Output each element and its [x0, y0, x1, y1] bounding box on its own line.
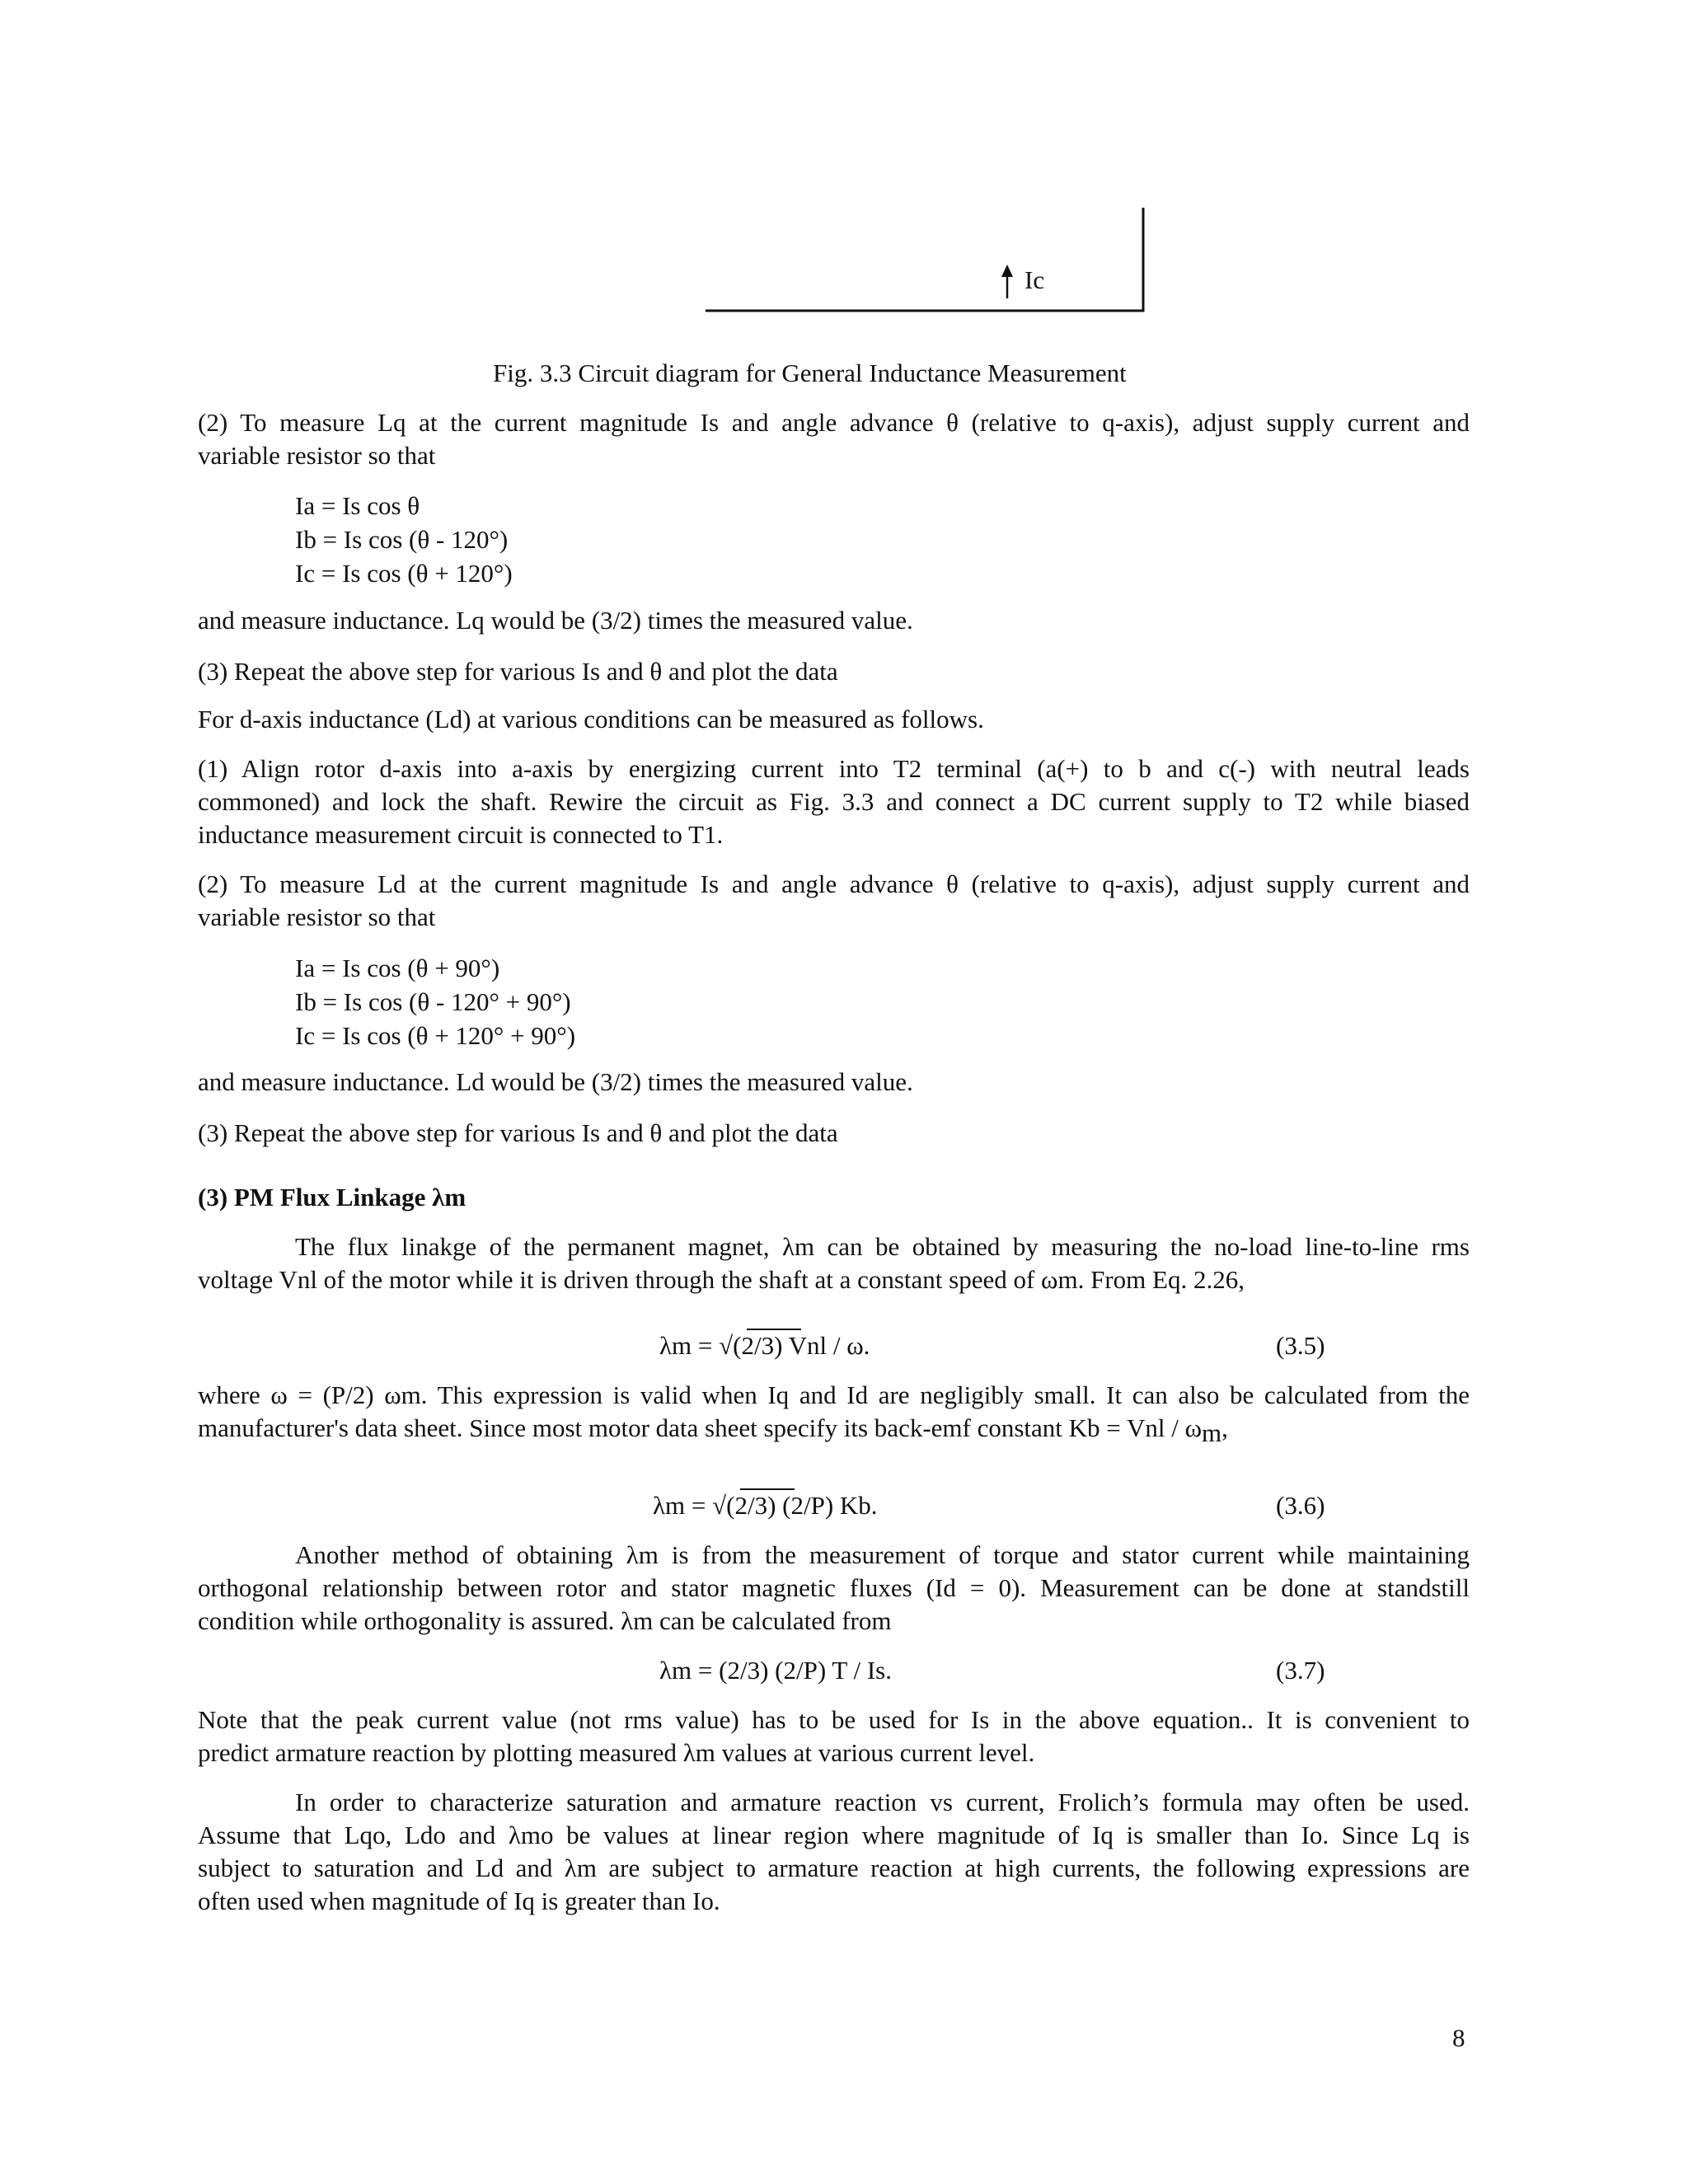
lq-after-text: and measure inductance. Lq would be (3/2) times the measured value. [198, 606, 913, 635]
eq35-radical-bar [747, 1329, 801, 1330]
pm-paragraph-5-line-2: Assume that Lqo, Ldo and λmo be values at linear region where magnitude of Iq is smaller than Io. Since Lq is [198, 1821, 1470, 1849]
eq36-lhs: λm = [653, 1491, 713, 1520]
equation-number-3-6: (3.6) [1276, 1491, 1325, 1520]
eq35-rest: Vnl / ω. [782, 1331, 870, 1360]
circuit-diagram [0, 0, 1688, 330]
pm-paragraph-3-line-3: condition while orthogonality is assured. λm can be calculated from [198, 1606, 892, 1635]
page-number: 8 [1452, 2023, 1465, 2052]
eq35-radicand: (2/3) [733, 1331, 783, 1360]
pm-paragraph-1-line-2: voltage Vnl of the motor while it is driven through the shaft at a constant speed of ωm. From Eq. 2.26, [198, 1265, 1245, 1294]
ld-equation-ic: Ic = Is cos (θ + 120° + 90°) [295, 1021, 576, 1050]
ld-step1-paragraph [198, 752, 1470, 851]
pm-paragraph-5-line-1: In order to characterize saturation and armature reaction vs current, Frolich’s formula may often be used. [295, 1788, 1470, 1816]
lq-equation-ic: Ic = Is cos (θ + 120°) [295, 559, 513, 588]
pm-paragraph-4-line-1: Note that the peak current value (not rms value) has to be used for Is in the above equation.. It is convenient to [198, 1705, 1470, 1734]
ld-step2-line-1: (2) To measure Ld at the current magnitude Is and angle advance θ (relative to q-axis), adjust supply current and [198, 869, 1470, 898]
current-arrow-head [1001, 265, 1013, 277]
lq-step2-paragraph [198, 406, 1470, 472]
pm-paragraph-3-line-1: Another method of obtaining λm is from the measurement of torque and stator current while maintaining [295, 1540, 1470, 1569]
figure-caption: Fig. 3.3 Circuit diagram for General Inductance Measurement [493, 359, 1127, 387]
ld-equation-ia: Ia = Is cos (θ + 90°) [295, 954, 500, 982]
lq-step2-line-2: variable resistor so that [198, 441, 436, 470]
pm-paragraph-2-line-2-text: manufacturer's data sheet. Since most motor data sheet specify its back-emf constant Kb = Vnl / ω [198, 1413, 1202, 1442]
pm-paragraph-2-line-2 [198, 1412, 1470, 1445]
equation-number-3-7: (3.7) [1276, 1656, 1325, 1685]
equation-3-5 [659, 1329, 870, 1362]
eq36-rest: (2/P) Kb. [776, 1491, 878, 1520]
lq-step2-line-1: (2) To measure Lq at the current magnitude Is and angle advance θ (relative to q-axis), adjust supply current and [198, 408, 1470, 437]
pm-paragraph-4-line-2: predict armature reaction by plotting measured λm values at various current level. [198, 1738, 1035, 1767]
ld-step1-line-3: inductance measurement circuit is connected to T1. [198, 820, 724, 849]
lq-equation-ia: Ia = Is cos θ [295, 491, 420, 520]
equation-number-3-5: (3.5) [1276, 1331, 1325, 1360]
section-heading-pm-flux-linkage: (3) PM Flux Linkage λm [198, 1183, 467, 1212]
pm-paragraph-1 [198, 1230, 1470, 1296]
ld-after-text: and measure inductance. Ld would be (3/2) times the measured value. [198, 1067, 913, 1096]
pm-paragraph-1-line-1: The flux linakge of the permanent magnet, λm can be obtained by measuring the no-load line-to-line rms [295, 1232, 1470, 1261]
pm-paragraph-3 [198, 1539, 1470, 1638]
equation-3-6 [653, 1489, 878, 1522]
lq-step3-text: (3) Repeat the above step for various Is and θ and plot the data [198, 657, 838, 686]
omega-subscript: m [1201, 1418, 1222, 1447]
ld-equation-ib: Ib = Is cos (θ - 120° + 90°) [295, 987, 571, 1016]
ld-step2-paragraph [198, 868, 1470, 934]
pm-paragraph-2 [198, 1379, 1470, 1445]
ld-step1-line-1: (1) Align rotor d-axis into a-axis by energizing current into T2 terminal (a(+) to b and c(-) with neutral leads [198, 754, 1470, 783]
equation-3-7: λm = (2/3) (2/P) T / Is. [659, 1656, 892, 1685]
pm-paragraph-5 [198, 1786, 1470, 1918]
ld-intro-text: For d-axis inductance (Ld) at various conditions can be measured as follows. [198, 705, 984, 733]
ld-step2-line-2: variable resistor so that [198, 902, 436, 931]
eq35-lhs: λm = [659, 1331, 720, 1360]
pm-paragraph-4 [198, 1704, 1470, 1769]
pm-paragraph-3-line-2: orthogonal relationship between rotor and stator magnetic fluxes (Id = 0). Measurement can be done at standstill [198, 1573, 1470, 1602]
current-label-ic: Ic [1025, 265, 1045, 294]
pm-paragraph-2-line-1: where ω = (P/2) ωm. This expression is valid when Iq and Id are negligibly small. It can also be calculated from the [198, 1380, 1470, 1409]
ld-step1-line-2: commoned) and lock the shaft. Rewire the circuit as Fig. 3.3 and connect a DC current supply to T2 while biased [198, 787, 1470, 816]
eq36-radicand: (2/3) [726, 1491, 776, 1520]
ld-step3-text: (3) Repeat the above step for various Is and θ and plot the data [198, 1118, 838, 1147]
eq36-radical-bar [740, 1488, 795, 1490]
pm-paragraph-5-line-4: often used when magnitude of Iq is greater than Io. [198, 1886, 720, 1915]
eq36-root-sign: √ [712, 1491, 727, 1520]
eq35-root-sign: √ [719, 1331, 734, 1360]
pm-paragraph-5-line-3: subject to saturation and Ld and λm are subject to armature reaction at high currents, the following expressions are [198, 1854, 1470, 1882]
pm-paragraph-2-line-2-end: , [1221, 1413, 1228, 1442]
lq-equation-ib: Ib = Is cos (θ - 120°) [295, 525, 509, 554]
